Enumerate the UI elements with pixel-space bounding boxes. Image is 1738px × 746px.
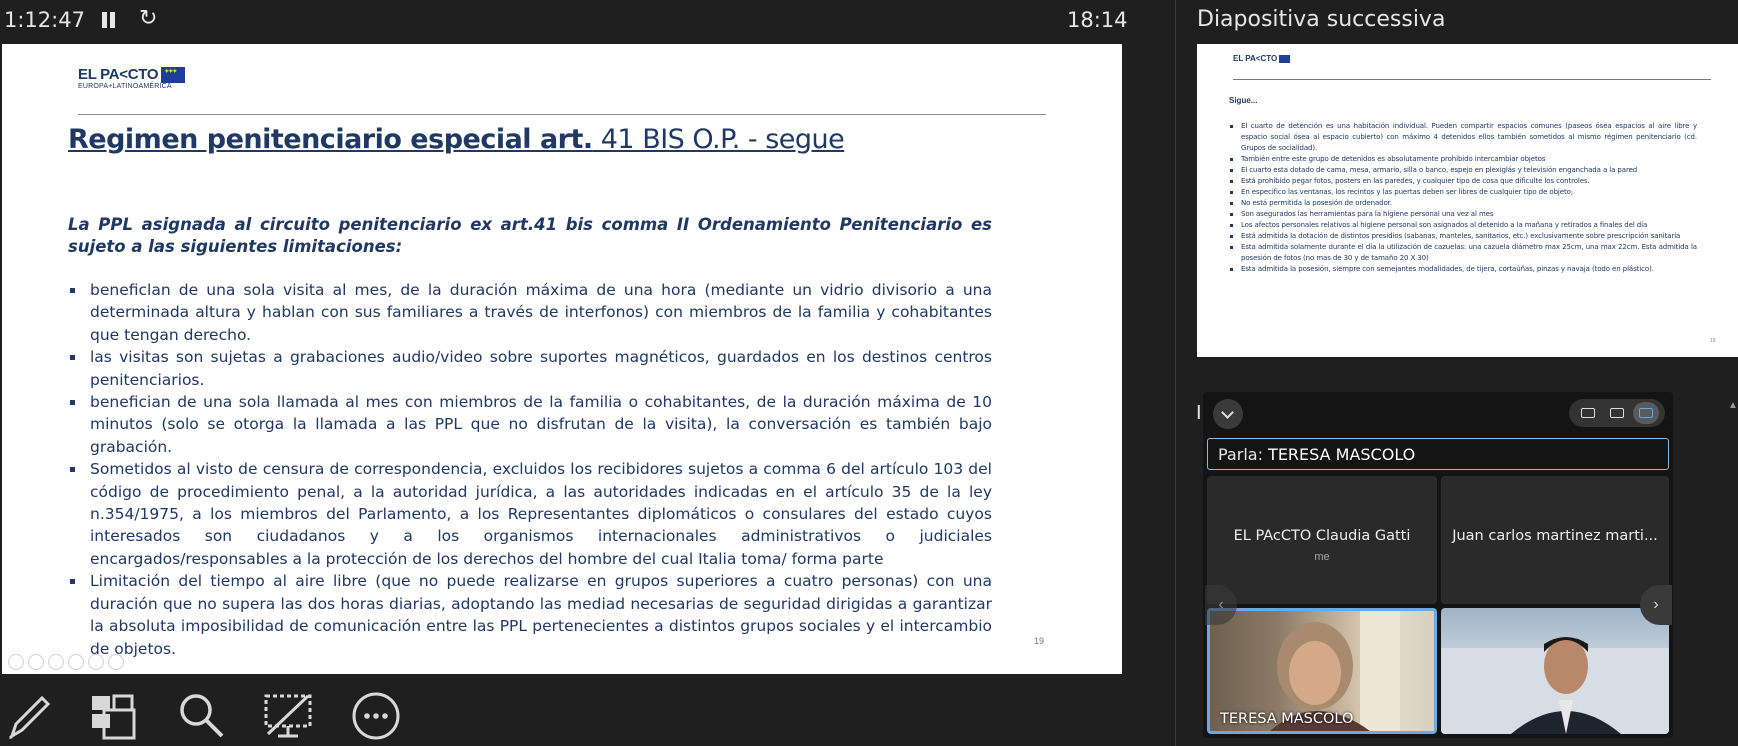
bullet-item: las visitas son sujetas a grabaciones audio/video sobre suportes magnéticos, guardados en los destinos centros penitenciarios. <box>68 346 992 391</box>
more-icon[interactable] <box>350 690 402 742</box>
chevron-left-icon[interactable]: ‹ <box>1205 585 1237 625</box>
participant-tile[interactable] <box>1441 476 1669 604</box>
slide-title-part2: 41 BIS O.P. - segue <box>592 124 845 155</box>
slides-grid-icon[interactable] <box>88 690 140 742</box>
preview-bullet-list <box>1229 121 1697 275</box>
chevron-right-icon[interactable]: › <box>1640 585 1672 625</box>
eu-flag-icon <box>161 67 185 83</box>
slides-small-icon[interactable] <box>68 654 84 670</box>
eu-flag-icon <box>1279 55 1290 63</box>
next-slide-preview[interactable] <box>1197 44 1738 357</box>
prev-icon[interactable] <box>8 654 24 670</box>
preview-rule <box>1233 79 1711 80</box>
chevron-down-icon[interactable] <box>1213 399 1243 429</box>
bullet-item: benefician de una sola llamada al mes con miembros de la familia o cohabitantes, de la duración máxima de 10 minutos (solo se otorga la llamada a las PPL que no disfrutan de la visita), la conversación es también bajo grabación. <box>68 391 992 458</box>
speaking-name: TERESA MASCOLO <box>1268 445 1416 464</box>
screen-off-icon[interactable] <box>262 690 314 742</box>
next-icon[interactable] <box>28 654 44 670</box>
notes-edge-text: I <box>1196 402 1202 424</box>
preview-bullet: Esta admitida solamente durante el día la utilización de cazuelas: una cazuela diámetro max 25cm, una max 22cm. Esta admitida la posesión de fotos (no mas de 30 y de tamaño 20 X 30) <box>1229 242 1697 264</box>
slide-bullet-list <box>68 279 992 660</box>
preview-logo <box>1233 54 1290 63</box>
participant-tile[interactable] <box>1207 476 1437 604</box>
preview-bullet: Está prohibido pegar fotos, posters en las paredes, y cualquier tipo de cosa que dificulte los controles. <box>1229 176 1697 187</box>
preview-logo-text: EL PA<CTO <box>1233 54 1278 63</box>
slide-title-part1: Regimen penitenciario especial art. <box>68 124 593 155</box>
participant-name: EL PAcCTO Claudia Gatti <box>1233 528 1411 544</box>
slide-overlay-controls <box>8 654 124 670</box>
speaking-label: Parla: <box>1218 445 1269 464</box>
clock: 18:14 <box>1067 8 1128 32</box>
zoom-icon[interactable] <box>176 690 228 742</box>
view-switcher <box>1569 399 1665 427</box>
scroll-up-icon[interactable]: ▲ <box>1728 400 1738 411</box>
preview-bullet: Esta admitida la posesión, siempre con semejantes modalidades, de tijera, cortaúñas, pinzas y navaja (todo en plástico). <box>1229 264 1697 275</box>
preview-bullet: Está admitida la dotación de distintos presidios (sabanas, manteles, sanitarios, etc.) exclusivamente sobre prescripción sanitaria <box>1229 231 1697 242</box>
preview-bullet: En especifico las ventanas, los recintos y las puertas deben ser libres de cualquier tipo de objeto; <box>1229 187 1697 198</box>
slide-intro: La PPL asignada al circuito penitenciario ex art.41 bis comma II Ordenamiento Penitenciario es sujeto a las siguientes limitaciones: <box>68 215 992 256</box>
more-small-icon[interactable] <box>108 654 124 670</box>
panel-divider[interactable] <box>1175 0 1176 746</box>
video-participant-name: TERESA MASCOLO <box>1220 711 1354 727</box>
meeting-panel <box>1203 392 1673 738</box>
pip-view-icon[interactable] <box>1575 402 1601 424</box>
pen-small-icon[interactable] <box>48 654 64 670</box>
restart-icon[interactable]: ↻ <box>139 6 158 31</box>
logo-subtitle: EUROPA+LATINOAMÉRICA <box>78 83 172 90</box>
preview-bullet: Los afectos personales relativos al higiene personal son asignados al detenido a la mañana y retirados a finales del día <box>1229 220 1697 231</box>
participant-name: Juan carlos martinez marti... <box>1452 528 1658 544</box>
bullet-item: beneficlan de una sola visita al mes, de la duración máxima de una hora (mediante un vidrio divisorio a una determinada altura y hablan con sus familiares a través de interfonos) con miembros de la familia y cohabitantes que tengan derecho. <box>68 279 992 346</box>
grid-view-icon[interactable] <box>1633 402 1659 424</box>
preview-bullet: El cuarto esta dotado de cama, mesa, armario, silla o banco, espejo en plexiglás y televisión enganchada a la pared <box>1229 165 1697 176</box>
preview-heading: Sigue... <box>1229 96 1258 105</box>
video-tile[interactable] <box>1441 608 1669 734</box>
preview-bullet: Son asegurados las herramientas para la higiene personal una vez al mes <box>1229 209 1697 220</box>
header-rule <box>78 114 1046 115</box>
pause-icon[interactable] <box>99 9 119 31</box>
preview-bullet: No está permitida la posesión de ordenador. <box>1229 198 1697 209</box>
slide-page-number: 19 <box>1034 636 1045 646</box>
bullet-item: Sometidos al visto de censura de correspondencia, excluidos los recibidores sujetos a comma 6 del artículo 103 del código de procedimiento penal, a la autoridad jurídica, a las autoridades indicadas en el artículo 35 de la ley n.354/1975, a los miembros del Parlamento, a los Representantes diplomáticos o consulares del estado cuyos interesados son ciudadanos y a los organismos internacionales administrativos o judiciales encargados/responsables a la protección de los derechos del hombre del cual Italia toma/ forma parte <box>68 458 992 570</box>
preview-bullet: También entre este grupo de detenidos es absolutamente prohibido intercambiar objetos <box>1229 154 1697 165</box>
logo-text: EL PA<CTO <box>78 66 159 83</box>
preview-page-number: 19 <box>1710 338 1716 344</box>
video-frame <box>1441 608 1669 734</box>
logo <box>78 66 185 90</box>
pen-icon[interactable] <box>4 690 56 742</box>
participant-sub: me <box>1314 551 1330 563</box>
next-slide-title: Diapositiva successiva <box>1197 7 1446 32</box>
video-tile-active-speaker[interactable] <box>1207 608 1437 734</box>
zoom-small-icon[interactable] <box>88 654 104 670</box>
slide-title <box>68 124 844 155</box>
preview-bullet: El cuarto de detención es una habitación individual. Pueden compartir espacios comunes (paseos ósea espacios al aire libre y espacio social ósea al espacio cubierto) con máximo 4 detenidos ellos también sometidos al mismo régimen penitenciario (cd. Grupos de socialidad). <box>1229 121 1697 154</box>
elapsed-timer: 1:12:47 <box>4 8 85 32</box>
filmstrip-view-icon[interactable] <box>1604 402 1630 424</box>
bullet-item: Limitación del tiempo al aire libre (que no puede realizarse en grupos superiores a cuatro personas) con una duración que no supera las dos horas diarias, adoptando las mediad necesarias de seguridad dirigidas a garantizar la absoluta imposibilidad de comunicación entre las PPL pertenecientes a distintos grupos sociales y el intercambio de objetos. <box>68 570 992 660</box>
active-speaker-bar <box>1207 438 1669 470</box>
current-slide[interactable] <box>2 44 1122 674</box>
